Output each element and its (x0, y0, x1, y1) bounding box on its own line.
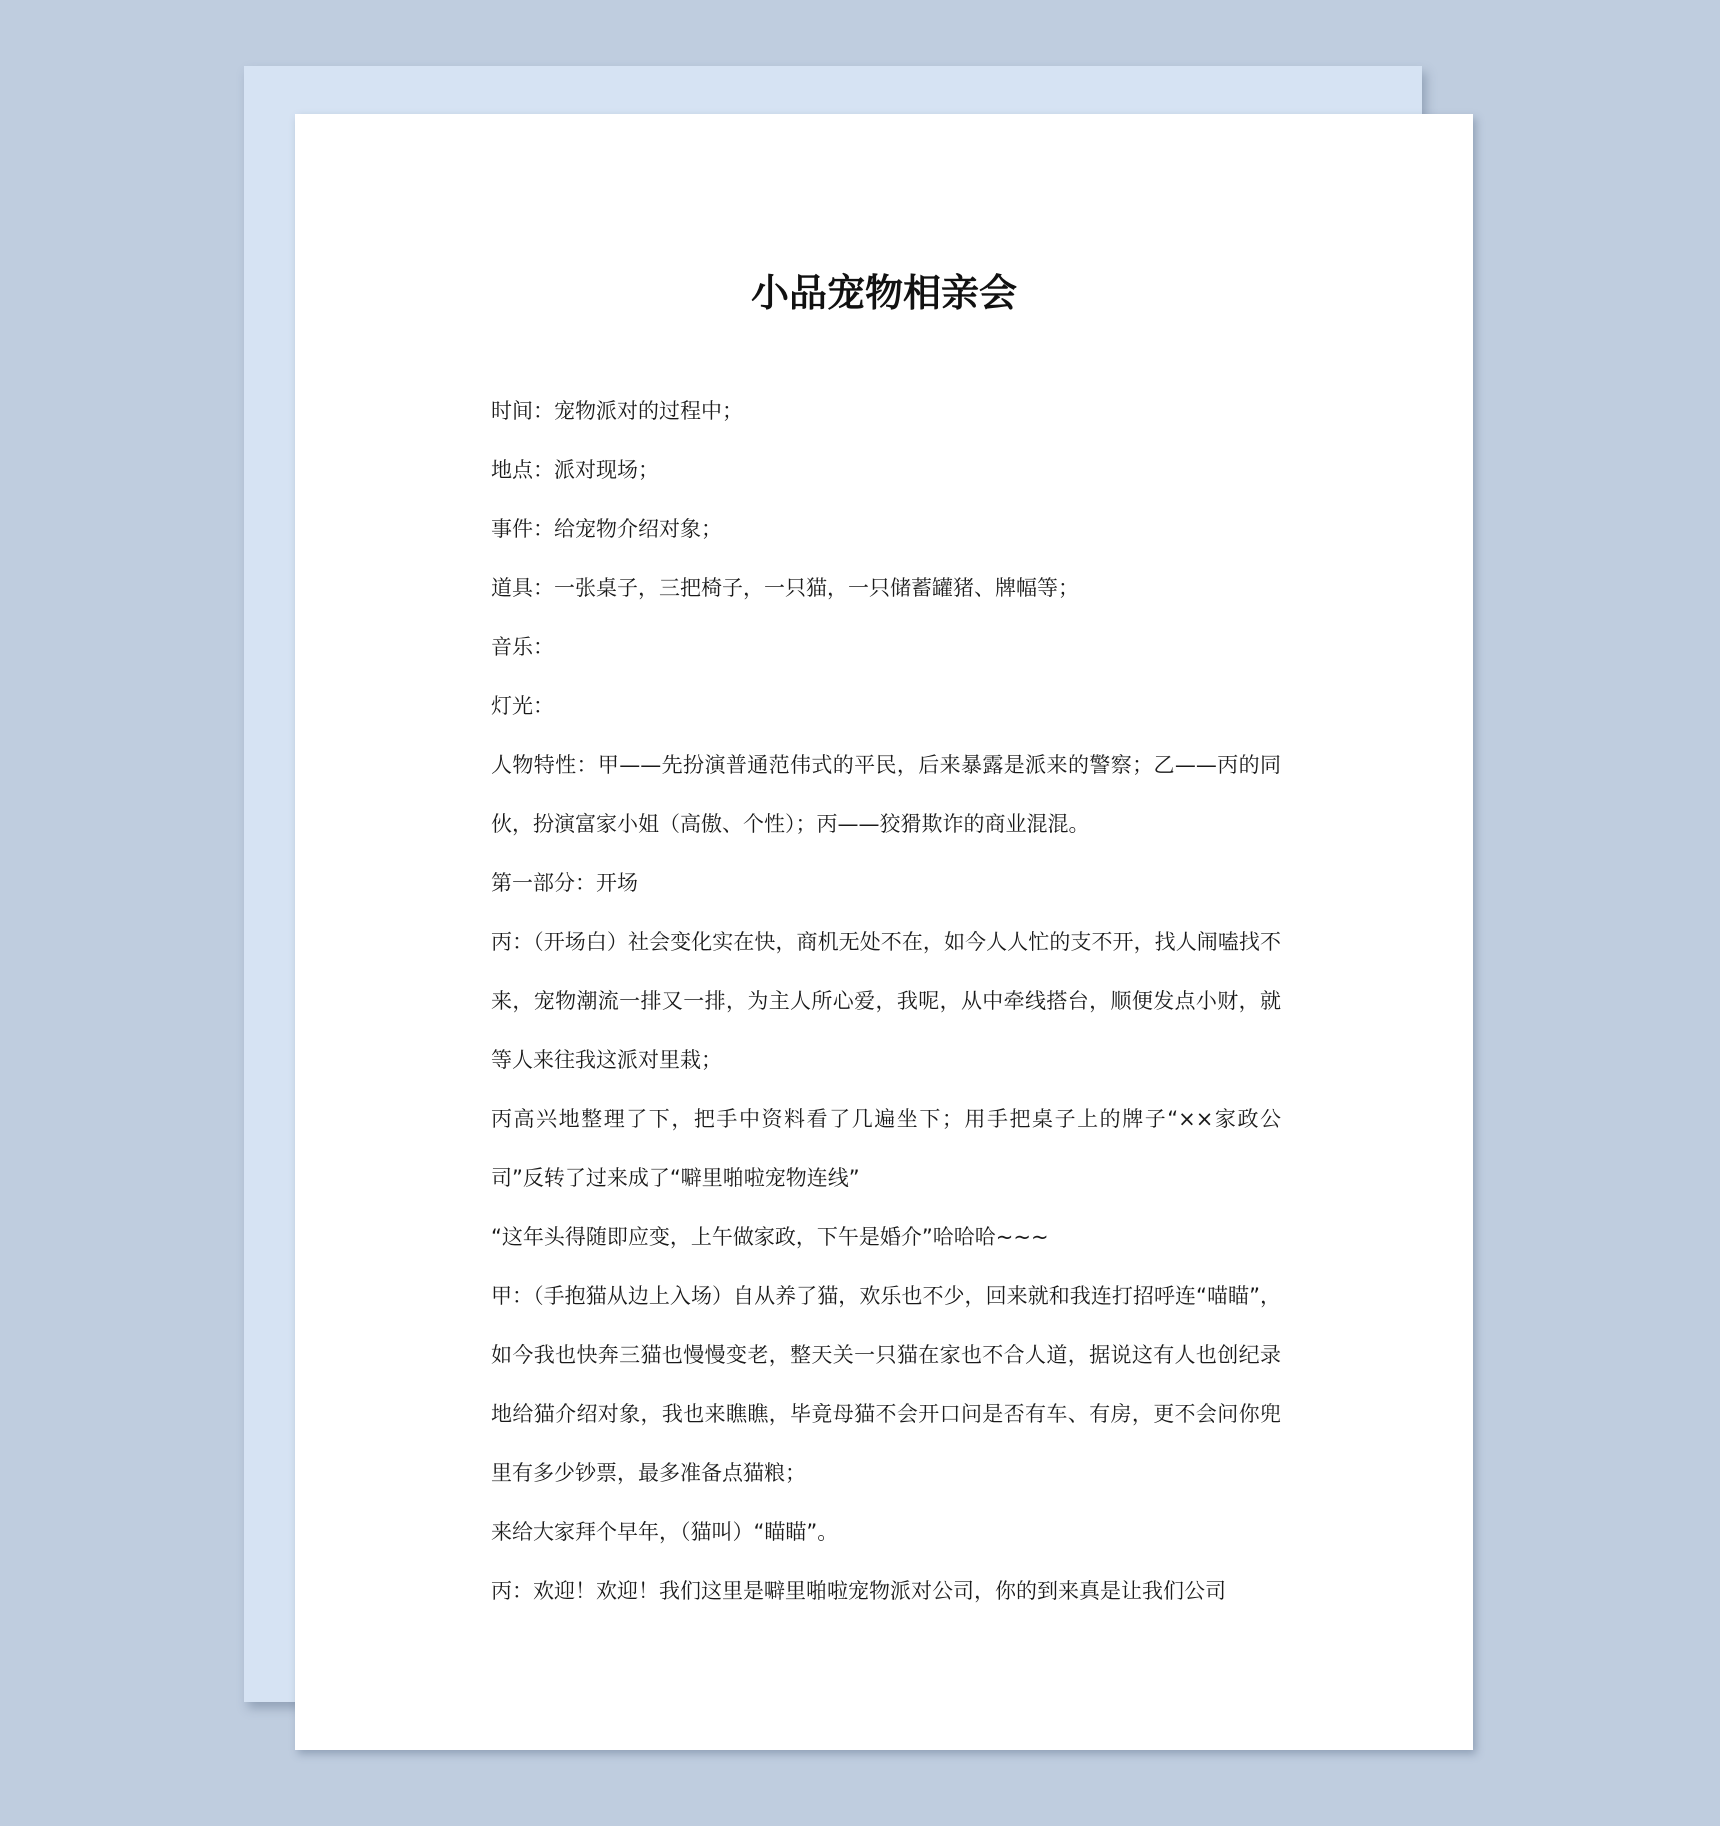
paragraph-props: 道具：一张桌子，三把椅子，一只猫，一只储蓄罐猪、牌幅等； (491, 576, 1079, 600)
document-page (295, 114, 1473, 1750)
paragraph-jia-entrance: 甲：（手抱猫从边上入场）自从养了猫，欢乐也不少，回来就和我连打招呼连“喵瞄”，如今我也快奔三猫也慢慢变老，整天关一只猫在家也不合人道，据说这有人也创纪录地给猫介绍对象，我也来瞧瞧，毕竟母猫不会开口问是否有车、有房，更不会问你兜里有多少钞票，最多准备点猫粮； (491, 1284, 1281, 1485)
paragraph-bing-welcome: 丙：欢迎！欢迎！我们这里是噼里啪啦宠物派对公司，你的到来真是让我们公司 (491, 1579, 1226, 1603)
paragraph-music: 音乐： (491, 635, 554, 659)
paragraph-quote: “这年头得随即应变，上午做家政，下午是婚介”哈哈哈~~~ (491, 1225, 1049, 1249)
paragraph-lighting: 灯光： (491, 694, 554, 718)
paragraph-location: 地点：派对现场； (491, 458, 659, 482)
paragraph-time: 时间：宠物派对的过程中； (491, 399, 743, 423)
document-body (491, 382, 1281, 1621)
paragraph-characters: 人物特性：甲——先扮演普通范伟式的平民，后来暴露是派来的警察；乙——丙的同伙，扮演富家小姐（高傲、个性）；丙——狡猾欺诈的商业混混。 (491, 753, 1281, 836)
paragraph-part-one-heading: 第一部分：开场 (491, 871, 638, 895)
paragraph-greeting: 来给大家拜个早年，（猫叫）“瞄瞄”。 (491, 1520, 839, 1544)
paragraph-stage-direction: 丙高兴地整理了下，把手中资料看了几遍坐下；用手把桌子上的牌子“××家政公司”反转了过来成了“噼里啪啦宠物连线” (491, 1107, 1281, 1190)
paragraph-event: 事件：给宠物介绍对象； (491, 517, 722, 541)
paragraph-opening-monologue: 丙：（开场白）社会变化实在快，商机无处不在，如今人人忙的支不开，找人闹嗑找不来，宠物潮流一排又一排，为主人所心爱，我呢，从中牵线搭台，顺便发点小财，就等人来往我这派对里栽； (491, 930, 1281, 1072)
document-title: 小品宠物相亲会 (750, 271, 1017, 315)
